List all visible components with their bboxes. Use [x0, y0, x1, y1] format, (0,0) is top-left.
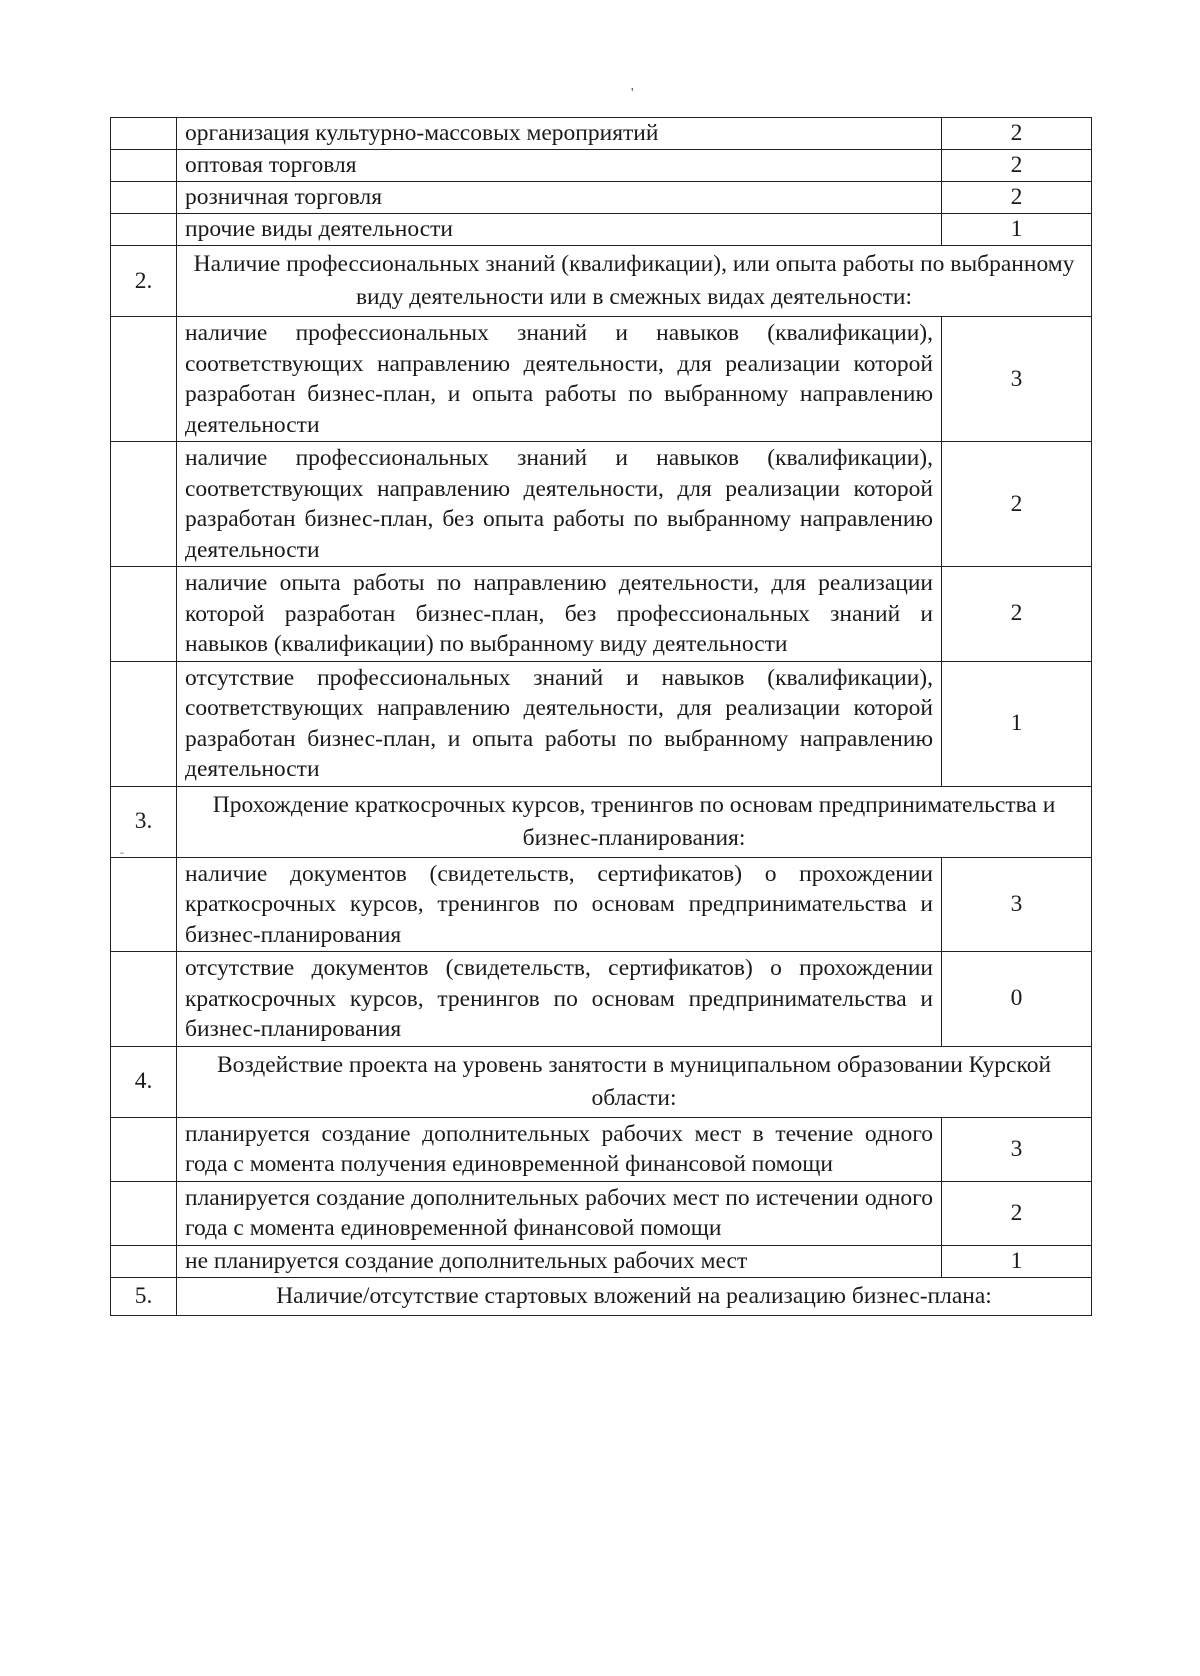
criterion-row — [111, 952, 1092, 1047]
criterion-score: 2 — [942, 442, 1092, 567]
row-number — [111, 857, 177, 952]
scan-speck: - — [120, 845, 124, 859]
section-title: Наличие/отсутствие стартовых вложений на реализацию бизнес-плана: — [177, 1277, 1092, 1315]
section-row — [111, 246, 1092, 317]
criterion-row — [111, 1245, 1092, 1277]
criterion-row — [111, 214, 1092, 246]
criterion-score: 0 — [942, 952, 1092, 1047]
criterion-row — [111, 857, 1092, 952]
criterion-row — [111, 442, 1092, 567]
criterion-text: отсутствие профессиональных знаний и навыков (квалификации), соответствующих направлению деятельности, для реализации которой разработан бизнес-план, и опыта работы по выбранному направлению деятельности — [177, 661, 942, 786]
criterion-score: 2 — [942, 1181, 1092, 1245]
criterion-text: наличие документов (свидетельств, сертификатов) о прохождении краткосрочных курсов, тренингов по основам предпринимательства и бизнес-планирования — [177, 857, 942, 952]
criterion-score: 2 — [942, 118, 1092, 150]
criterion-score: 1 — [942, 1245, 1092, 1277]
criterion-score: 3 — [942, 1117, 1092, 1181]
criterion-text: планируется создание дополнительных рабочих мест по истечении одного года с момента единовременной финансовой помощи — [177, 1181, 942, 1245]
row-number: 4. — [111, 1046, 177, 1117]
row-number — [111, 567, 177, 662]
criterion-row — [111, 118, 1092, 150]
criterion-text: наличие опыта работы по направлению деятельности, для реализации которой разработан бизнес-план, без профессиональных знаний и навыков (квалификации) по выбранному виду деятельности — [177, 567, 942, 662]
criterion-row — [111, 150, 1092, 182]
criterion-row — [111, 661, 1092, 786]
row-number — [111, 1245, 177, 1277]
criterion-row — [111, 182, 1092, 214]
criterion-row — [111, 567, 1092, 662]
row-number — [111, 1181, 177, 1245]
criterion-score: 2 — [942, 150, 1092, 182]
section-title: Прохождение краткосрочных курсов, тренингов по основам предпринимательства и бизнес-планирования: — [177, 786, 1092, 857]
row-number — [111, 661, 177, 786]
section-row — [111, 1277, 1092, 1315]
page-mark: ' — [631, 86, 634, 101]
criterion-text: розничная торговля — [177, 182, 942, 214]
criteria-table — [110, 117, 1092, 1316]
row-number — [111, 214, 177, 246]
row-number — [111, 118, 177, 150]
criterion-row — [111, 317, 1092, 442]
criterion-score: 2 — [942, 567, 1092, 662]
criterion-row — [111, 1117, 1092, 1181]
criterion-text: наличие профессиональных знаний и навыков (квалификации), соответствующих направлению деятельности, для реализации которой разработан бизнес-план, без опыта работы по выбранному направлению деятельности — [177, 442, 942, 567]
criterion-text: отсутствие документов (свидетельств, сертификатов) о прохождении краткосрочных курсов, тренингов по основам предпринимательства и бизнес-планирования — [177, 952, 942, 1047]
criterion-text: планируется создание дополнительных рабочих мест в течение одного года с момента получения единовременной финансовой помощи — [177, 1117, 942, 1181]
row-number: 3. — [111, 786, 177, 857]
section-title: Воздействие проекта на уровень занятости в муниципальном образовании Курской области: — [177, 1046, 1092, 1117]
row-number — [111, 1117, 177, 1181]
criterion-score: 1 — [942, 214, 1092, 246]
row-number: 2. — [111, 246, 177, 317]
row-number: 5. — [111, 1277, 177, 1315]
table-body — [111, 118, 1092, 1316]
criterion-score: 1 — [942, 661, 1092, 786]
row-number — [111, 952, 177, 1047]
criterion-text: не планируется создание дополнительных рабочих мест — [177, 1245, 942, 1277]
row-number — [111, 317, 177, 442]
section-row — [111, 786, 1092, 857]
criterion-score: 2 — [942, 182, 1092, 214]
criterion-row — [111, 1181, 1092, 1245]
section-row — [111, 1046, 1092, 1117]
criterion-text: организация культурно-массовых мероприятий — [177, 118, 942, 150]
row-number — [111, 182, 177, 214]
row-number — [111, 442, 177, 567]
criterion-score: 3 — [942, 317, 1092, 442]
row-number — [111, 150, 177, 182]
criterion-text: оптовая торговля — [177, 150, 942, 182]
criterion-score: 3 — [942, 857, 1092, 952]
section-title: Наличие профессиональных знаний (квалификации), или опыта работы по выбранному виду деятельности или в смежных видах деятельности: — [177, 246, 1092, 317]
criterion-text: прочие виды деятельности — [177, 214, 942, 246]
criterion-text: наличие профессиональных знаний и навыков (квалификации), соответствующих направлению деятельности, для реализации которой разработан бизнес-план, и опыта работы по выбранному направлению деятельности — [177, 317, 942, 442]
